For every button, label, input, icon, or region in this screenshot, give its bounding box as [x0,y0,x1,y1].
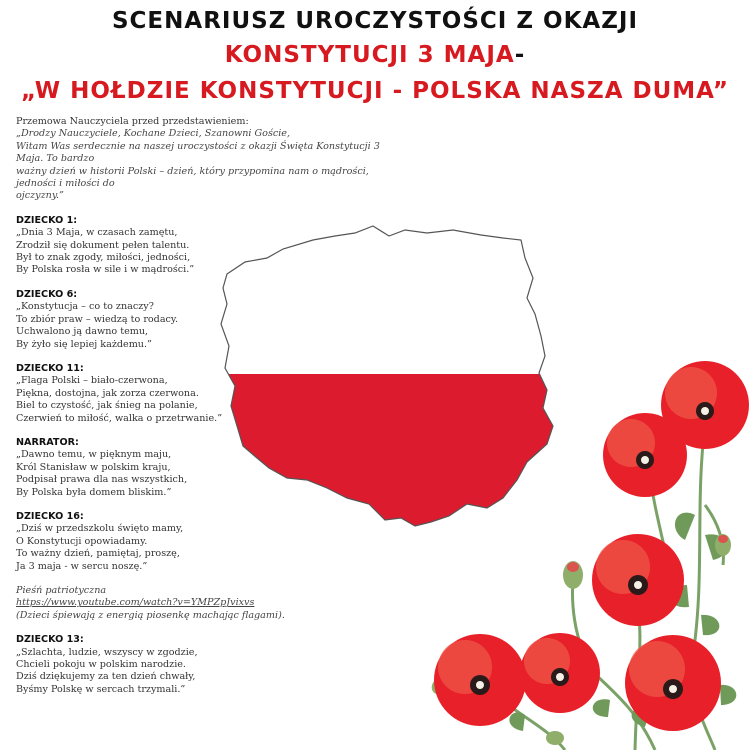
section-header: DZIECKO 13: [16,634,84,646]
verse-line: Dziś dziękujemy za ten dzień chwały, [16,671,196,683]
poppy-middle [592,534,684,626]
verse-line: Chcieli pokoju w polskim narodzie. [16,659,186,671]
poppy-mid-left [603,413,687,497]
verse-line: O Konstytucji opowiadamy. [16,535,148,547]
verse-line: „Flaga Polski – biało-czerwona, [16,375,168,387]
verse-line: Był to znak zgody, miłości, jedności, [16,252,191,264]
verse-line: Zrodził się dokument pełen talentu. [16,239,190,251]
section-header: DZIECKO 1: [16,214,78,226]
song-label: Pieśń patriotyczna [16,585,107,596]
verse-line: Czerwień to miłość, walka o przetrwanie.” [16,412,223,424]
verse-line: Podpisał prawa dla nas wszystkich, [16,474,188,486]
poppy-bottom-left [434,634,526,726]
intro-quote-line: Witam Was serdecznie na naszej uroczystości z okazji Święta Konstytucji 3 Maja. To bardzo [16,140,380,165]
title-line-3: „W HOŁDZIE KONSTYTUCJI - POLSKA NASZA DUMA” [21,78,729,104]
verse-line: To zbiór praw – wiedzą to rodacy. [16,313,179,325]
verse-line: „Dawno temu, w pięknym maju, [16,449,172,461]
title-line-2-text: KONSTYTUCJI 3 MAJA [224,42,515,68]
poppy-bottom-center [520,633,600,713]
verse-line: Piękna, dostojna, jak zorza czerwona. [16,387,199,399]
section-header: NARRATOR: [16,436,79,448]
verse-line: Byśmy Polskę w sercach trzymali.” [16,683,186,695]
song-note: (Dzieci śpiewają z energią piosenkę machając flagami). [16,609,285,621]
verse-line: By Polska była domem bliskim.” [16,486,172,498]
verse-line: To ważny dzień, pamiętaj, proszę, [16,548,180,560]
section-header: DZIECKO 11: [16,362,84,374]
song-link[interactable]: https://www.youtube.com/watch?v=YMPZpJvixvs [16,597,255,609]
poppy-bottom-right [625,635,721,731]
verse-line: Ja 3 maja - w sercu noszę.” [16,560,148,572]
verse-line: Król Stanisław w polskim kraju, [16,461,171,473]
title-line-2-dash: - [514,42,526,68]
poppy-flowers-decoration [405,355,750,750]
intro-quote-line: „Drodzy Nauczyciele, Kochane Dzieci, Szanowni Goście, [16,128,291,140]
verse-line: By żyło się lepiej każdemu.” [16,338,152,350]
verse-line: Biel to czystość, jak śnieg na polanie, [16,400,198,412]
song-section [16,585,408,622]
verse-line: By Polska rosła w sile i w mądrości.” [16,264,195,276]
verse-line: Uchwalono ją dawno temu, [16,326,149,338]
intro-quote-line: ważny dzień w historii Polski – dzień, który przypomina nam o mądrości, jedności i miłości do [16,165,369,190]
section-header: DZIECKO 16: [16,510,84,522]
section-header: DZIECKO 6: [16,288,78,300]
verse-line: „Dnia 3 Maja, w czasach zamętu, [16,227,178,239]
verse-line: „Konstytucja – co to znaczy? [16,301,154,313]
section-dziecko-13 [16,634,408,696]
intro-lead: Przemowa Nauczyciela przed przedstawieniem: [16,116,249,127]
teacher-intro [16,116,408,203]
title-line-1: SCENARIUSZ UROCZYSTOŚCI Z OKAZJI [111,8,639,34]
verse-line: „Szlachta, ludzie, wszyscy w zgodzie, [16,646,198,658]
verse-line: „Dziś w przedszkolu święto mamy, [16,523,184,535]
title-line-2 [0,42,750,68]
intro-quote-line: ojczyzny.” [16,190,64,202]
